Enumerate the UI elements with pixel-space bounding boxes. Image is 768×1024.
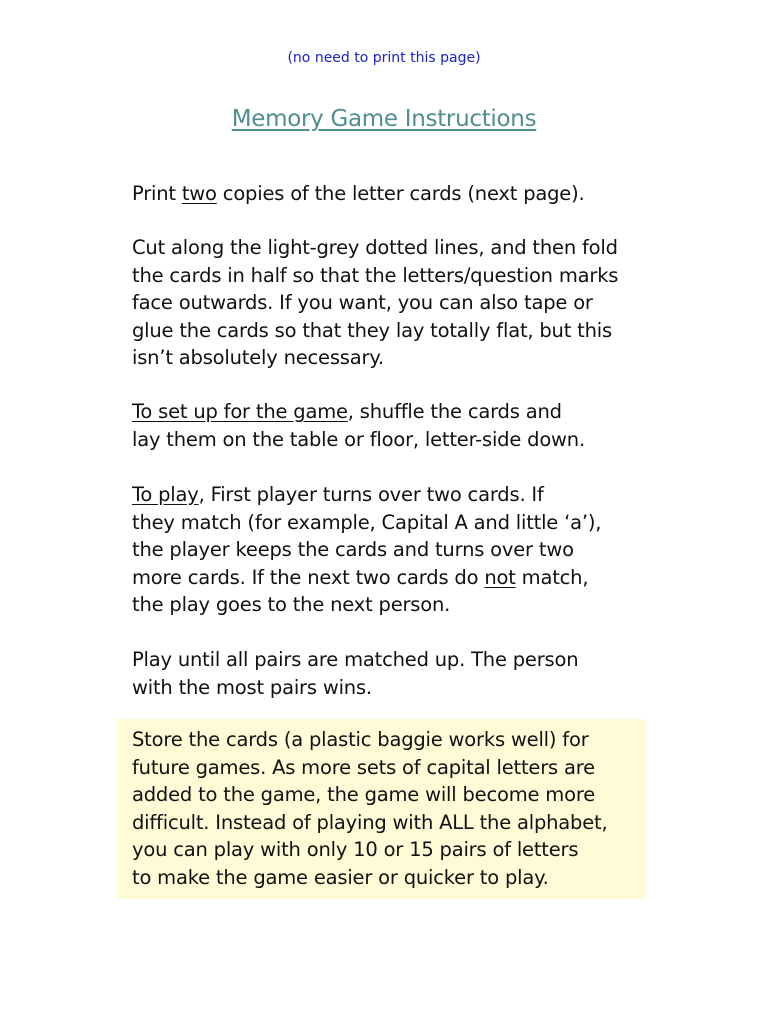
underlined-word: not — [484, 565, 516, 589]
paragraph-print-copies — [132, 180, 652, 208]
text-segment: Print — [132, 182, 182, 205]
paragraph-line — [132, 398, 652, 426]
paragraph-play — [132, 481, 652, 619]
paragraph-line — [132, 481, 652, 509]
paragraph-line: isn’t absolutely necessary. — [132, 346, 384, 369]
paragraph-line: future games. As more sets of capital letters are — [132, 755, 595, 779]
paragraph-line: glue the cards so that they lay totally flat, but this — [132, 318, 612, 342]
paragraph-cut-fold — [132, 234, 652, 372]
text-segment: copies of the letter cards (next page). — [216, 182, 585, 205]
paragraph-setup — [132, 398, 652, 453]
paragraph-line: you can play with only 10 or 15 pairs of letters — [132, 838, 579, 861]
text-segment: match, — [515, 565, 589, 589]
underlined-word: two — [181, 182, 217, 205]
text-segment: , shuffle the cards and — [347, 400, 562, 423]
paragraph-line: the player keeps the cards and turns over two — [132, 538, 574, 561]
paragraph-line: Store the cards (a plastic baggie works well) for — [132, 728, 589, 751]
underlined-heading: To play — [132, 483, 199, 506]
paragraph-line: the play goes to the next person. — [132, 593, 451, 616]
paragraph-line: lay them on the table or floor, letter-side down. — [132, 427, 585, 451]
paragraph-line: Play until all pairs are matched up. The person — [132, 648, 579, 671]
paragraph-line: with the most pairs wins. — [132, 675, 372, 699]
paragraph-line: Cut along the light-grey dotted lines, and then fold — [132, 236, 618, 259]
paragraph-winning — [132, 646, 652, 701]
paragraph-line: face outwards. If you want, you can also tape or — [132, 291, 593, 314]
paragraph-line: they match (for example, Capital A and little ‘a’), — [132, 510, 602, 534]
paragraph-line: difficult. Instead of playing with ALL the alphabet, — [132, 810, 608, 834]
paragraph-storage-tip — [132, 726, 652, 891]
print-note: (no need to print this page) — [287, 50, 481, 66]
paragraph-line — [132, 180, 652, 208]
paragraph-line: to make the game easier or quicker to play. — [132, 865, 549, 889]
paragraph-line — [132, 564, 652, 592]
paragraph-line: the cards in half so that the letters/question marks — [132, 263, 619, 287]
page-title: Memory Game Instructions — [231, 106, 537, 132]
text-segment: , First player turns over two cards. If — [198, 483, 544, 506]
paragraph-line: added to the game, the game will become more — [132, 783, 596, 806]
text-segment: more cards. If the next two cards do — [132, 565, 485, 589]
underlined-heading: To set up for the game — [132, 400, 348, 423]
